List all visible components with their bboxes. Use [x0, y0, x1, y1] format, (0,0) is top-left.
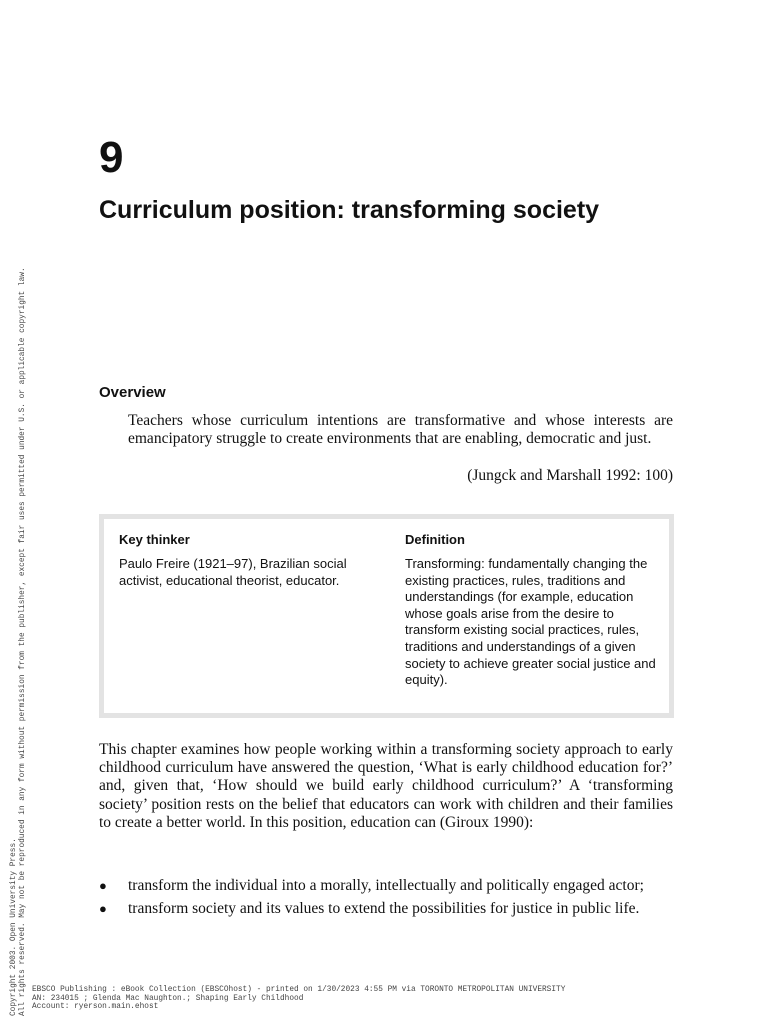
chapter-number: 9 [99, 133, 124, 182]
key-thinker-column [119, 531, 381, 589]
bullet-icon: ● [99, 878, 107, 893]
footer-source-line: EBSCO Publishing : eBook Collection (EBSCOhost) - printed on 1/30/2023 4:55 PM via TORONTO METROPOLITAN UNIVERSITY [32, 986, 566, 994]
body-paragraph: This chapter examines how people working within a transforming society approach to early childhood curriculum have answered the question, ‘What is early childhood education for?’ and, given that, ‘How should we build early childhood curriculum?’ A ‘transforming society’ position rests on the belief that educators can work with children and their families to create a better world. In this position, education can (Giroux 1990): [99, 741, 673, 831]
definition-heading: Definition [405, 532, 465, 547]
copyright-line: Copyright 2003. Open University Press. [10, 838, 18, 1016]
chapter-title: Curriculum position: transforming society [99, 196, 600, 224]
bullet-text: transform the individual into a morally, intellectually and politically engaged actor; [128, 877, 644, 894]
footer-account-line: Account: ryerson.main.ehost [32, 1003, 159, 1012]
rights-line: All rights reserved. May not be reproduced in any form without permission from the publisher, except fair uses permitted under U.S. or applicable copyright law. [19, 267, 27, 1016]
copyright-notice [10, 267, 28, 1016]
epigraph-citation: (Jungck and Marshall 1992: 100) [467, 467, 673, 484]
list-item [99, 877, 673, 895]
definition-column [405, 531, 661, 689]
key-thinker-definition-box [99, 514, 674, 718]
definition-text: Transforming: fundamentally changing the existing practices, rules, traditions and understandings (for example, education whose goals arise from the desire to transform existing social practices, rules, traditions and understandings of a given society to achieve greater social justice and equity). [405, 556, 656, 688]
overview-heading: Overview [99, 384, 166, 401]
epigraph-quote: Teachers whose curriculum intentions are transformative and whose interests are emancipatory struggle to create environments that are enabling, democratic and just. [128, 412, 673, 447]
bullet-list [99, 877, 673, 923]
key-thinker-heading: Key thinker [119, 532, 190, 547]
print-footer [32, 986, 732, 1012]
key-thinker-text: Paulo Freire (1921–97), Brazilian social activist, educational theorist, educator. [119, 556, 347, 588]
list-item [99, 900, 673, 918]
footer-book-line: AN: 234015 ; Glenda Mac Naughton.; Shaping Early Childhood [32, 994, 304, 1003]
bullet-icon: ● [99, 901, 107, 917]
bullet-text: transform society and its values to extend the possibilities for justice in public life. [128, 900, 640, 918]
